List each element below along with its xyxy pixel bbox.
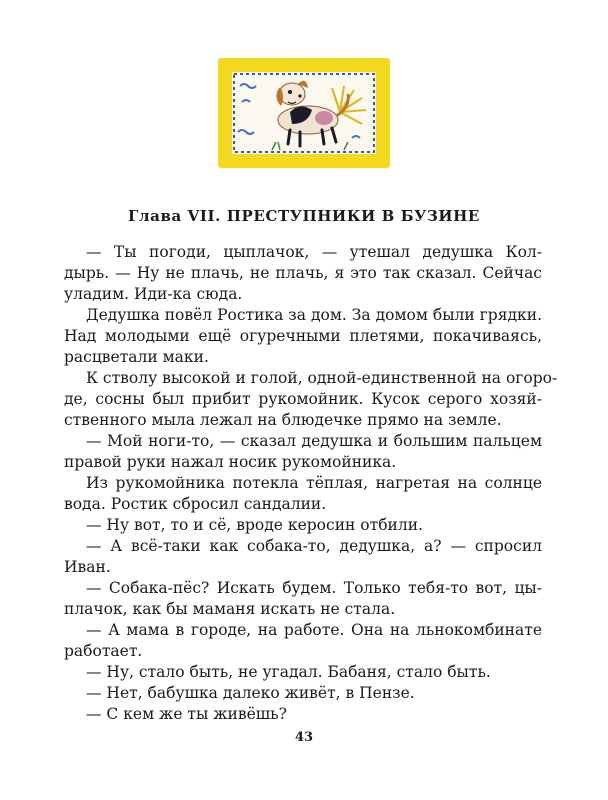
text-line: — А мама в городе, на работе. Она на льнокомбинате	[86, 621, 542, 639]
text-line: работает.	[64, 642, 143, 660]
text-line: — А всё-таки как собака-то, дедушка, а? — спросил	[86, 537, 542, 555]
text-line: — Ты погоди, цыплачок, — утешал дедушка Кол-	[86, 243, 542, 261]
text-line: — Мой ноги-то, — сказал дедушка и большим пальцем	[86, 432, 542, 450]
dog-drawing	[232, 72, 376, 154]
text-line: уладим. Иди-ка сюда.	[64, 285, 243, 303]
chapter-body-text	[64, 242, 558, 725]
chapter-title: Глава VII. ПРЕСТУПНИКИ В БУЗИНЕ	[128, 207, 480, 225]
text-line: плачок, как бы маманя искать не стала.	[64, 600, 396, 618]
text-line: — Собака-пёс? Искать будем. Только тебя-то вот, цы-	[86, 579, 542, 597]
text-line: — Ну, стало быть, не угадал. Бабаня, стало быть.	[86, 663, 491, 681]
text-line: Из рукомойника потекла тёплая, нагретая на солнце	[86, 474, 542, 492]
text-line: Дедушка повёл Ростика за дом. За домом были грядки.	[86, 306, 542, 324]
text-line: правой руки нажал носик рукомойника.	[64, 453, 397, 471]
page-number: 43	[294, 730, 314, 745]
chapter-illustration	[218, 58, 390, 168]
text-line: Над молодыми ещё огуречными плетями, покачиваясь,	[64, 327, 542, 345]
text-line: ственного мыла лежал на блюдечке прямо на земле.	[64, 411, 502, 429]
text-line: дырь. — Ну не плачь, не плачь, я это так сказал. Сейчас	[64, 264, 542, 282]
text-line: вода. Ростик сбросил сандалии.	[64, 495, 327, 513]
text-line: — С кем же ты живёшь?	[86, 705, 287, 723]
text-line: — Ну вот, то и сё, вроде керосин отбили.	[86, 516, 423, 534]
text-line: К стволу высокой и голой, одной-единственной на огоро-	[86, 369, 558, 387]
text-line: — Нет, бабушка далеко живёт, в Пензе.	[86, 684, 415, 702]
text-line: расцветали маки.	[64, 348, 209, 366]
text-line: Иван.	[64, 558, 111, 576]
dog-illustration	[232, 72, 376, 154]
text-line: де, сосны был прибит рукомойник. Кусок серого хозяй-	[64, 390, 542, 408]
